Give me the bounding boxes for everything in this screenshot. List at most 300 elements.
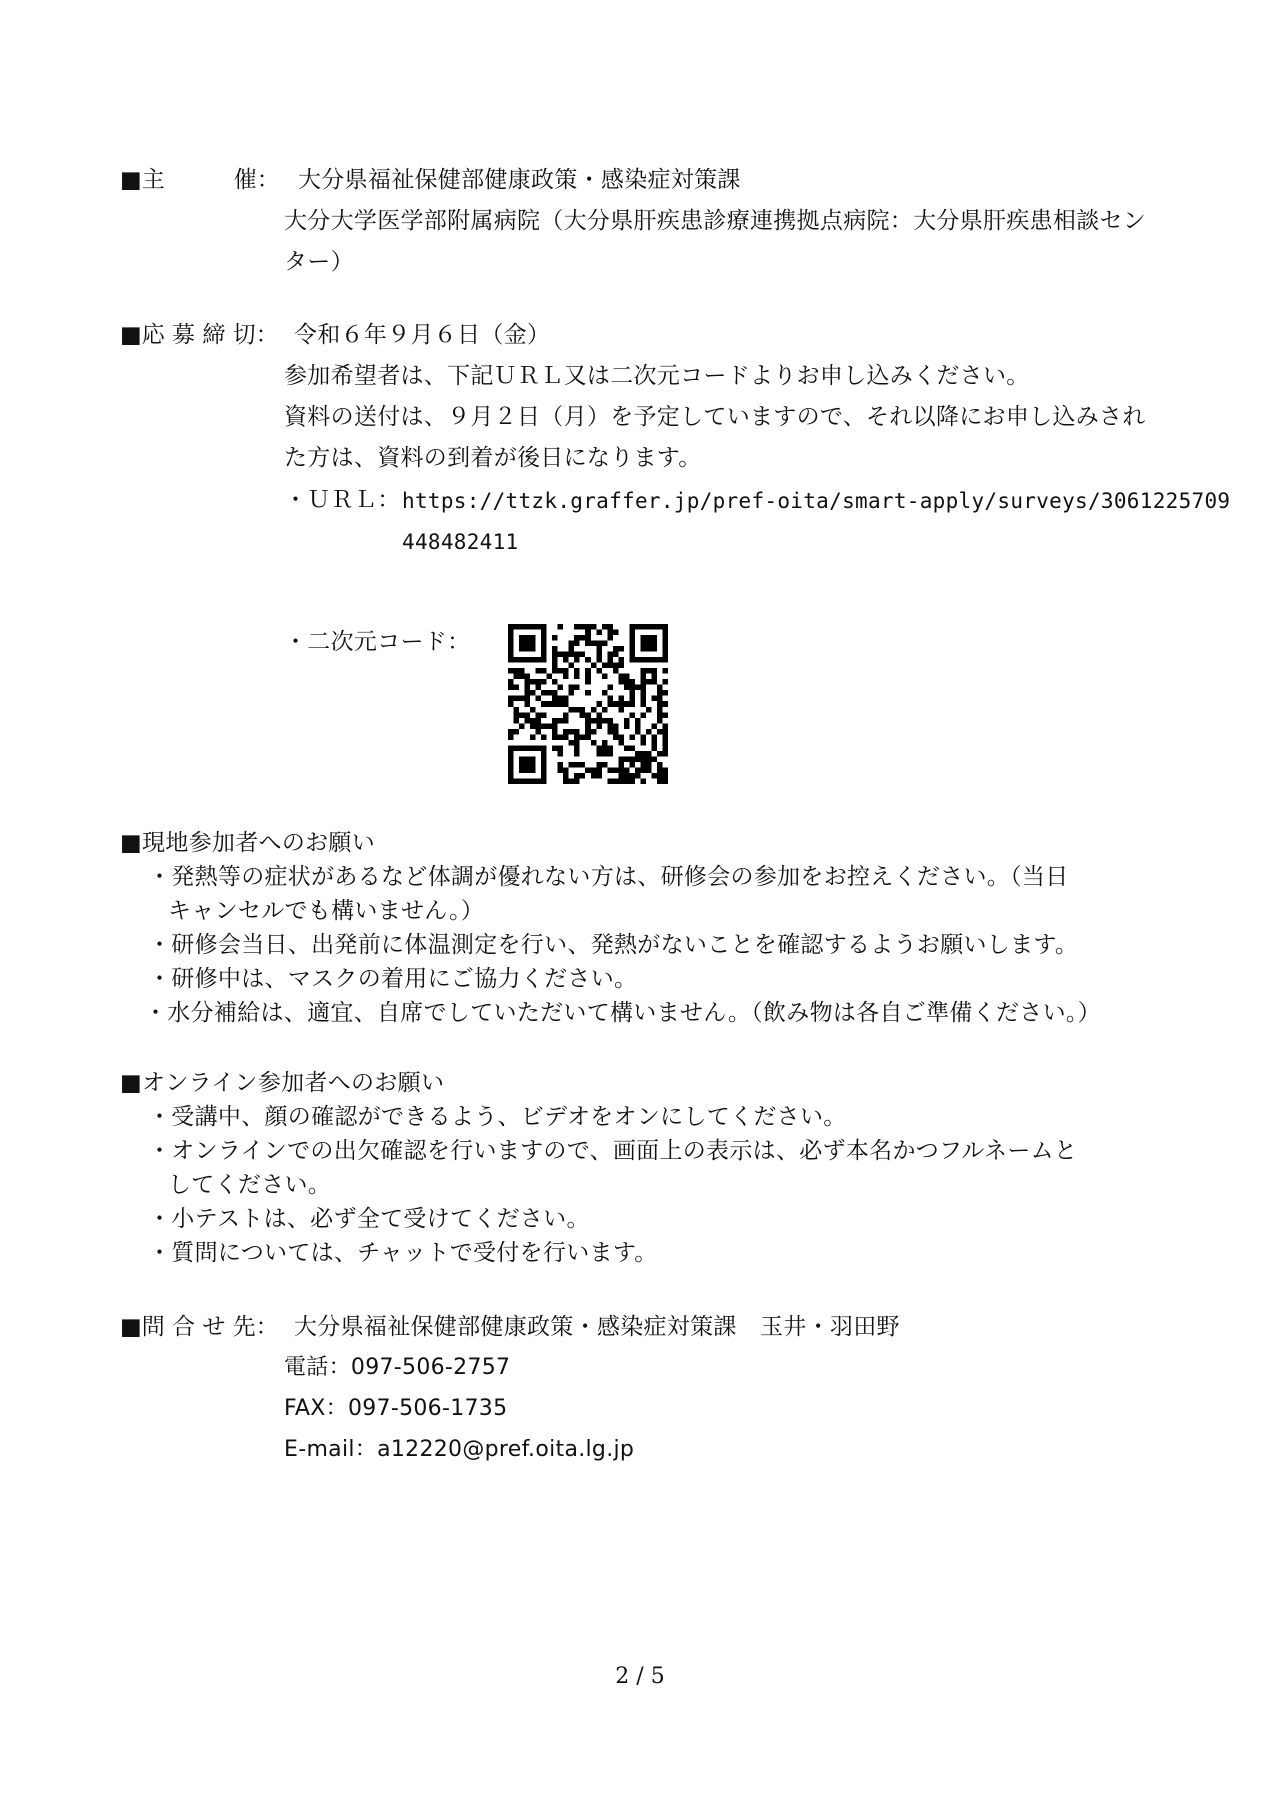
qr-module [613,723,619,729]
online-item-2: ・オンラインでの出欠確認を行いますので、画面上の表示は、必ず本名かつフルネームと [148,1138,1078,1164]
qr-module [607,657,613,663]
qr-module [541,751,547,757]
qr-module [574,778,580,784]
qr-module [613,734,619,740]
qr-module [591,624,597,630]
qr-module [585,729,591,735]
qr-module [640,624,646,630]
qr-module [591,740,597,746]
qr-module [547,690,553,696]
qr-module [624,756,630,762]
qr-module [541,641,547,647]
qr-module [552,652,558,658]
qr-module [635,756,641,762]
qr-module [585,718,591,724]
qr-module [536,679,542,685]
qr-module [640,734,646,740]
qr-module [651,635,657,641]
qr-module [552,690,558,696]
qr-module [651,679,657,685]
qr-module [552,718,558,724]
qr-module [591,773,597,779]
qr-module [514,685,520,691]
onsite-item-4: ・水分補給は、適宜、自席でしていただいて構いません。（飲み物は各自ご準備ください。） [144,1000,1101,1026]
qr-module [635,751,641,757]
qr-module [613,652,619,658]
qr-module [552,734,558,740]
qr-module [646,641,652,647]
deadline-line-3: た方は、資料の到着が後日になります。 [284,445,702,471]
qr-module [651,696,657,702]
qr-module [585,641,591,647]
application-url-line-1[interactable]: https://ttzk.graffer.jp/pref-oita/smart-apply/surveys/3061225709 [402,489,1231,513]
qr-module [646,657,652,663]
contact-label: ■問 合 せ 先： [120,1314,279,1340]
qr-module [624,685,630,691]
qr-module [596,701,602,707]
qr-module [651,740,657,746]
qr-module [508,767,514,773]
qr-module [596,751,602,757]
qr-module [525,762,531,768]
qr-module [563,729,569,735]
qr-module [607,652,613,658]
qr-module [629,745,635,751]
qr-module [646,729,652,735]
qr-module [530,635,536,641]
qr-module [574,740,580,746]
qr-module [607,685,613,691]
qr-module [558,696,564,702]
qr-module [624,778,630,784]
qr-module [640,685,646,691]
qr-module [508,630,514,636]
qr-module [541,767,547,773]
qr-module [602,762,608,768]
qr-module [525,756,531,762]
qr-module [519,674,525,680]
qr-module [640,641,646,647]
qr-module [563,696,569,702]
qr-module [541,773,547,779]
qr-module [635,685,641,691]
qr-module [662,652,668,658]
qr-module [541,652,547,658]
qr-module [536,696,542,702]
qr-module [662,712,668,718]
qr-module [624,745,630,751]
qr-module [618,674,624,680]
qr-module [569,729,575,735]
qr-module [657,685,663,691]
qr-module [563,668,569,674]
qr-module [602,674,608,680]
qr-module [640,679,646,685]
qr-module [591,729,597,735]
qr-module [602,707,608,713]
qr-module [508,762,514,768]
qr-module [613,729,619,735]
qr-module [607,630,613,636]
online-item-4: ・質問については、チャットで受付を行います。 [148,1240,658,1266]
qr-module [607,701,613,707]
qr-module [574,751,580,757]
qr-module [563,778,569,784]
qr-module [646,707,652,713]
qr-module [508,646,514,652]
contact-organization: 大分県福祉保健部健康政策・感染症対策課 玉井・羽田野 [294,1314,900,1340]
qr-module [613,646,619,652]
qr-module [525,690,531,696]
qr-module [662,635,668,641]
qr-module [607,767,613,773]
qr-module [640,740,646,746]
qr-module [640,690,646,696]
qr-module [640,756,646,762]
qr-module [618,767,624,773]
qr-module [541,657,547,663]
qr-module [508,734,514,740]
qr-module [651,646,657,652]
qr-module [508,657,514,663]
qr-module [651,723,657,729]
qr-module [530,778,536,784]
qr-module [662,641,668,647]
qr-module [541,745,547,751]
qr-module [635,773,641,779]
qr-module [618,701,624,707]
qr-module [552,635,558,641]
qr-module [657,718,663,724]
onsite-heading: ■現地参加者へのお願い [120,830,376,856]
qr-module [525,778,531,784]
qr-module [508,679,514,685]
qr-module [651,657,657,663]
qr-module [646,756,652,762]
qr-module [596,657,602,663]
qr-module [519,778,525,784]
qr-module [640,751,646,757]
qr-module [525,641,531,647]
application-url-line-2[interactable]: 448482411 [402,530,519,554]
qr-module [629,685,635,691]
qr-module [585,690,591,696]
qr-module [618,740,624,746]
online-item-1: ・受講中、顔の確認ができるよう、ビデオをオンにしてください。 [148,1104,847,1130]
qr-module [635,624,641,630]
qr-module [596,767,602,773]
qr-module [530,723,536,729]
qr-module [514,718,520,724]
qr-module [662,729,668,735]
qr-module [525,685,531,691]
qr-module [629,734,635,740]
qr-module [574,707,580,713]
qr-module [585,668,591,674]
qr-module [508,701,514,707]
qr-module [563,773,569,779]
qr-module [519,756,525,762]
contact-email[interactable]: E-mail：a12220@pref.oita.lg.jp [284,1437,635,1462]
qr-module [602,740,608,746]
qr-module [541,723,547,729]
qr-module [580,624,586,630]
qr-module [613,701,619,707]
qr-module [530,641,536,647]
deadline-label: ■応 募 締 切： [120,322,279,348]
qr-module [580,773,586,779]
qr-module [651,745,657,751]
qr-module [629,690,635,696]
qr-module [569,740,575,746]
qr-module [646,751,652,757]
qr-module [585,723,591,729]
qr-module [662,646,668,652]
qr-module [569,663,575,669]
qr-module [525,635,531,641]
qr-module [618,756,624,762]
qr-module [580,707,586,713]
qr-module [541,756,547,762]
qr-module [580,712,586,718]
online-item-3: ・小テストは、必ず全て受けてください。 [148,1206,590,1232]
qr-module [508,696,514,702]
qr-module [508,773,514,779]
qr-module [646,679,652,685]
online-heading: ■オンライン参加者へのお願い [120,1070,445,1096]
qr-module [657,696,663,702]
qr-module [519,712,525,718]
qr-module [618,773,624,779]
qr-module [530,762,536,768]
qr-module [508,778,514,784]
qr-module [618,696,624,702]
qr-module [662,701,668,707]
qr-module [646,624,652,630]
qr-module [624,701,630,707]
deadline-date: 令和６年９月６日（金） [294,322,551,348]
qr-module [508,745,514,751]
qr-module [657,657,663,663]
qr-module [519,668,525,674]
qr-module [662,773,668,779]
qr-module [657,729,663,735]
qr-module [530,767,536,773]
qr-module [519,641,525,647]
qr-module [596,773,602,779]
qr-module [629,624,635,630]
qr-module [657,712,663,718]
qr-module [536,718,542,724]
qr-module [541,762,547,768]
qr-module [629,756,635,762]
qr-module [530,657,536,663]
qr-module [585,630,591,636]
qr-module [646,668,652,674]
qr-module [646,635,652,641]
qr-module [569,707,575,713]
organizer-line-1: 大分県福祉保健部健康政策・感染症対策課 [298,167,741,193]
qr-module [629,701,635,707]
qr-module [624,674,630,680]
qr-module [596,641,602,647]
qr-module [585,674,591,680]
qr-module [558,701,564,707]
qr-module [629,762,635,768]
qr-module [530,756,536,762]
qr-module [569,641,575,647]
qr-module [541,624,547,630]
qr-module [635,657,641,663]
qr-module [514,674,520,680]
qr-module [640,712,646,718]
qr-module [541,712,547,718]
qr-module [580,762,586,768]
qr-module [629,773,635,779]
qr-module [629,635,635,641]
qr-module [536,723,542,729]
qr-module [662,767,668,773]
qr-module [552,663,558,669]
qr-module [585,624,591,630]
qr-module [657,701,663,707]
qr-module [607,718,613,724]
qr-module [657,778,663,784]
qr-module [552,696,558,702]
qr-module [607,751,613,757]
qr-module [613,767,619,773]
qr-module [618,778,624,784]
qr-module [591,707,597,713]
qr-module [514,712,520,718]
qr-module [602,690,608,696]
qr-module [624,679,630,685]
qr-module [536,657,542,663]
qr-module [536,685,542,691]
qr-module [552,723,558,729]
qr-module [607,723,613,729]
qr-module [585,635,591,641]
qr-module [530,718,536,724]
qr-module [635,718,641,724]
qr-module [640,767,646,773]
qr-module [662,668,668,674]
qr-module [563,767,569,773]
qr-module [514,778,520,784]
qr-module [519,646,525,652]
qr-module [519,635,525,641]
qr-module [629,679,635,685]
qr-module [514,696,520,702]
qr-module [580,652,586,658]
qr-module [541,630,547,636]
qr-module [530,707,536,713]
qr-module [635,729,641,735]
qr-module [563,652,569,658]
qr-module [536,668,542,674]
qr-module [519,696,525,702]
qr-module [640,668,646,674]
qr-module [530,646,536,652]
qr-module [602,663,608,669]
qr-module [640,762,646,768]
qr-module [552,657,558,663]
qr-code [508,624,668,784]
qr-module [618,657,624,663]
qr-module [607,635,613,641]
qr-module [618,734,624,740]
qr-module [574,762,580,768]
qr-module [596,652,602,658]
qr-module [525,718,531,724]
qr-module [607,696,613,702]
qr-module [563,701,569,707]
qr-module [508,685,514,691]
qr-module [541,635,547,641]
qr-module [629,657,635,663]
qr-module [662,751,668,757]
qr-module [651,668,657,674]
qr-module [596,646,602,652]
qr-module [596,712,602,718]
qr-module [574,641,580,647]
qr-module [629,646,635,652]
qr-module [525,767,531,773]
qr-module [657,690,663,696]
qr-module [596,723,602,729]
qr-module [613,630,619,636]
qr-module [558,652,564,658]
qr-module [530,734,536,740]
qr-module [519,723,525,729]
qr-module [508,652,514,658]
qr-module [629,641,635,647]
qr-module [547,674,553,680]
qr-module [585,679,591,685]
qr-module [618,707,624,713]
qr-module [552,729,558,735]
qr-module [514,624,520,630]
qr-module [585,767,591,773]
qr-module [585,657,591,663]
qr-module [536,745,542,751]
qr-module [635,723,641,729]
qr-module [508,641,514,647]
deadline-line-1: 参加希望者は、下記ＵＲＬ又は二次元コードよりお申し込みください。 [284,363,1030,389]
qr-module [596,762,602,768]
qr-module [569,646,575,652]
qr-module [541,646,547,652]
qr-module [563,718,569,724]
qr-module [552,668,558,674]
qr-module [519,767,525,773]
qr-module [558,624,564,630]
organizer-label: ■主 催： [120,167,280,193]
qr-module [624,773,630,779]
qr-module [640,635,646,641]
qr-module [618,762,624,768]
qr-module [657,762,663,768]
qr-module [629,778,635,784]
qr-module [514,745,520,751]
qr-module [596,745,602,751]
qr-module [651,624,657,630]
qr-module [624,723,630,729]
qr-module [547,701,553,707]
qr-module [662,745,668,751]
organizer-line-3: ター） [284,249,354,275]
qr-module [525,657,531,663]
